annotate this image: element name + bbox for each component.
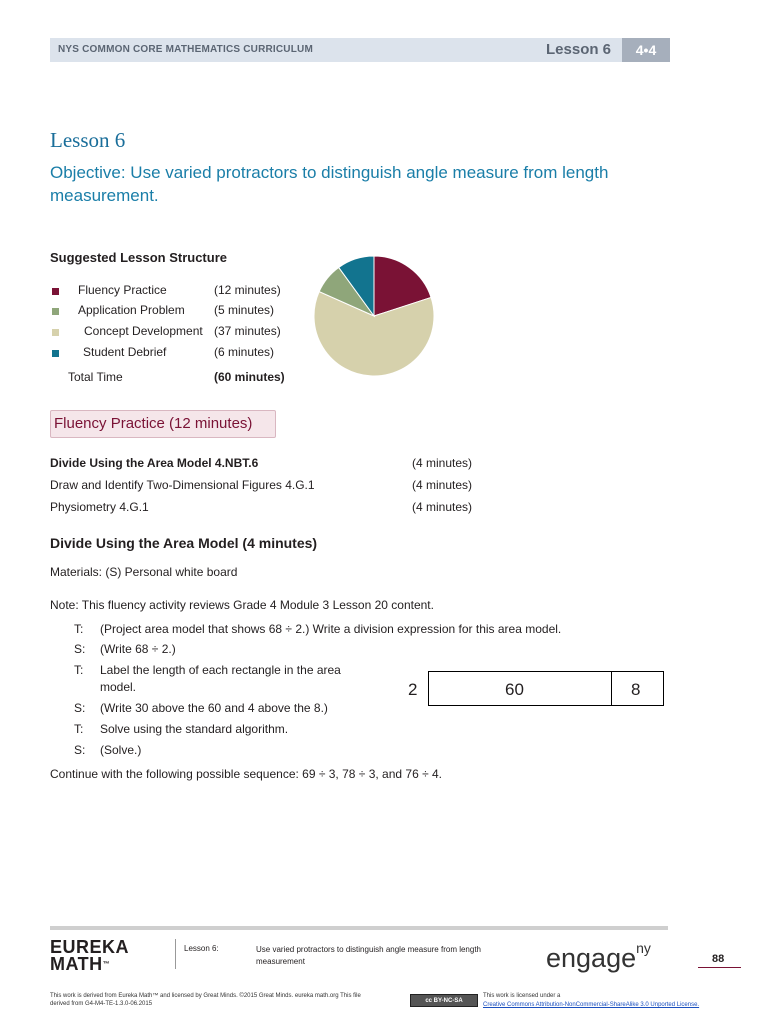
note-text: Note: This fluency activity reviews Grade 4 Module 3 Lesson 20 content.	[50, 598, 434, 612]
lesson-objective: Objective: Use varied protractors to distinguish angle measure from length measurement.	[50, 163, 609, 205]
structure-item-minutes: (6 minutes)	[214, 345, 275, 359]
dialogue-text: (Solve.)	[100, 743, 142, 757]
debrief-square-icon	[52, 350, 59, 357]
dialogue-speaker: T:	[74, 722, 84, 736]
area-model-divisor: 2	[408, 680, 418, 699]
footer-separator	[175, 939, 176, 969]
total-time-label: Total Time	[68, 370, 123, 384]
materials-text: Materials: (S) Personal white board	[50, 565, 238, 579]
footer-lesson: Lesson 6:	[184, 944, 219, 953]
activity-name: Physiometry 4.G.1	[50, 500, 149, 514]
dialogue-text: Solve using the standard algorithm.	[100, 722, 289, 736]
dialogue-speaker: S:	[74, 701, 86, 715]
structure-item-name: Application Problem	[78, 303, 185, 317]
structure-item-name: Concept Development	[84, 324, 203, 338]
dialogue-text: (Write 30 above the 60 and 4 above the 8.)	[100, 701, 328, 715]
license-link[interactable]: Creative Commons Attribution-NonCommercial-ShareAlike 3.0 Unported License.	[483, 1002, 700, 1008]
area-model-part-8: 8	[631, 680, 641, 699]
dialogue-text: (Project area model that shows 68 ÷ 2.) Write a division expression for this area model.	[100, 622, 562, 636]
continue-text: Continue with the following possible sequence: 69 ÷ 3, 78 ÷ 3, and 76 ÷ 4.	[50, 767, 443, 781]
creative-commons-badge-icon: cc BY-NC-SA	[410, 994, 478, 1007]
header-module-badge: 4•4	[622, 38, 670, 62]
page-number: 88	[712, 953, 725, 965]
logo-line-2: MATH	[50, 954, 103, 974]
dialogue-text: Label the length of each rectangle in the area model.	[100, 663, 341, 694]
logo-trademark: ™	[102, 961, 111, 968]
footer-divider	[50, 926, 668, 930]
total-time-minutes: (60 minutes)	[214, 370, 285, 384]
logo-line-1: EUREKA	[50, 937, 130, 957]
activity-minutes: (4 minutes)	[412, 456, 473, 470]
area-model-part-60: 60	[505, 680, 524, 699]
dialogue-speaker: T:	[74, 663, 84, 677]
structure-item-minutes: (37 minutes)	[214, 324, 281, 338]
engageny-logo	[546, 940, 651, 974]
application-square-icon	[52, 308, 59, 315]
dialogue-speaker: T:	[74, 622, 84, 636]
structure-title: Suggested Lesson Structure	[50, 250, 227, 265]
activity-minutes: (4 minutes)	[412, 500, 473, 514]
dialogue-speaker: S:	[74, 743, 86, 757]
area-model-divider	[611, 671, 612, 706]
curriculum-name: NYS COMMON CORE MATHEMATICS CURRICULUM	[58, 44, 313, 55]
eureka-math-logo	[50, 939, 129, 973]
structure-item-name: Fluency Practice	[78, 283, 167, 297]
structure-item-name: Student Debrief	[83, 345, 167, 359]
fluency-heading: Fluency Practice (12 minutes)	[54, 415, 253, 432]
dialogue-speaker: S:	[74, 642, 86, 656]
fluency-square-icon	[52, 288, 59, 295]
structure-item-minutes: (5 minutes)	[214, 303, 275, 317]
activity-name: Divide Using the Area Model 4.NBT.6	[50, 456, 259, 470]
header-lesson: Lesson 6	[546, 41, 612, 58]
page-number-underline	[698, 967, 741, 968]
engage-text: engage	[546, 943, 637, 973]
lesson-title: Lesson 6	[50, 128, 126, 152]
activity-name: Draw and Identify Two-Dimensional Figures 4.G.1	[50, 478, 315, 492]
section-title: Divide Using the Area Model (4 minutes)	[50, 535, 318, 551]
activity-minutes: (4 minutes)	[412, 478, 473, 492]
engage-ny-text: ny	[636, 940, 651, 956]
concept-square-icon	[52, 329, 59, 336]
lesson-structure-pie-chart	[312, 254, 436, 378]
copyright-text: This work is derived from Eureka Math™ and licensed by Great Minds. ©2015 Great Minds. eureka math.org This file derived from G4-M4-TE-1.3.0-06.2015	[50, 993, 361, 1007]
area-model-rectangle	[428, 671, 664, 706]
license-text: This work is licensed under a	[483, 993, 561, 999]
structure-item-minutes: (12 minutes)	[214, 283, 281, 297]
footer-objective: Use varied protractors to distinguish angle measure from length measurement	[256, 945, 481, 966]
dialogue-text: (Write 68 ÷ 2.)	[100, 642, 176, 656]
